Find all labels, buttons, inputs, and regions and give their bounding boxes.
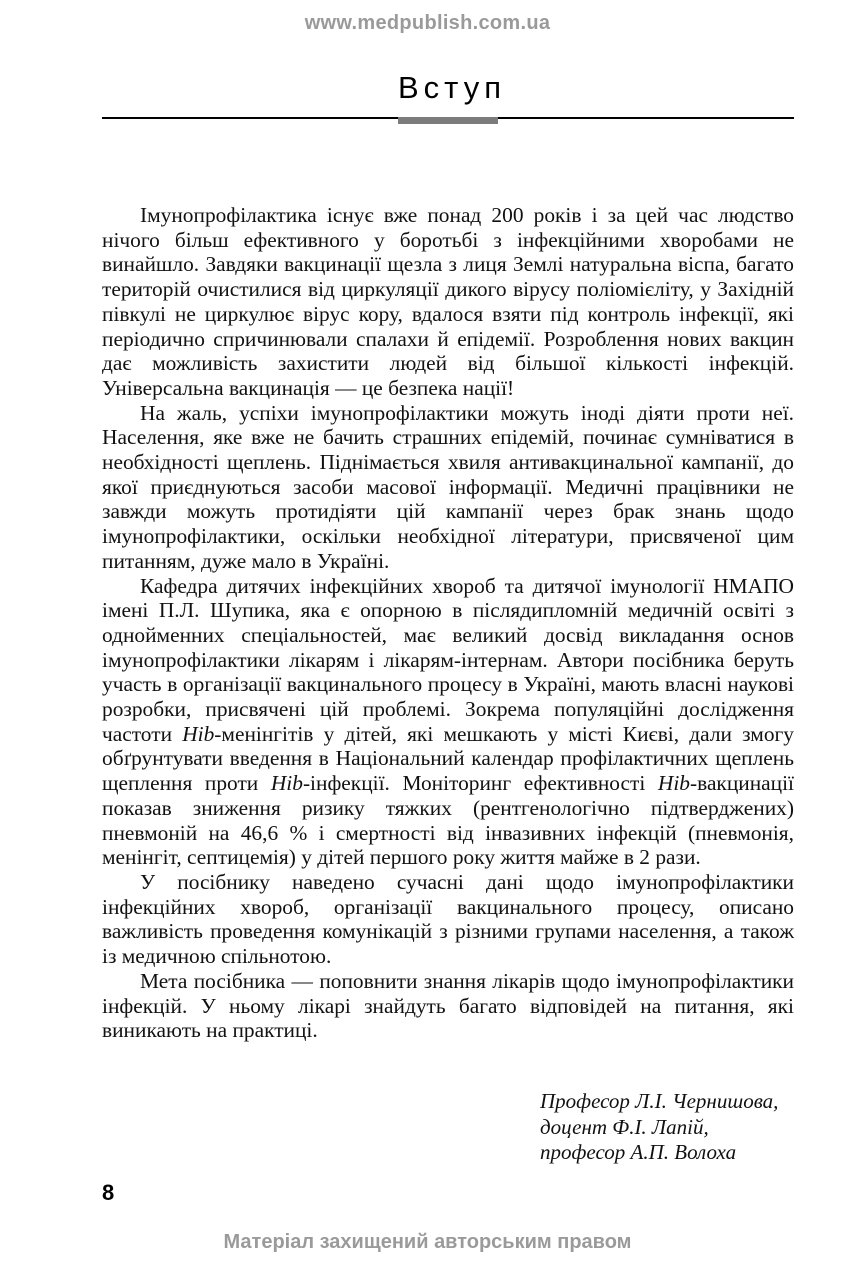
text-run: У посібнику наведено сучасні дані щодо імунопрофілактики інфекційних хвороб, організації вакцинального процесу, описано важливість проведення комунікацій з різними групами населення, а також із медичною спільнотою. (102, 869, 794, 969)
text-run: На жаль, успіхи імунопрофілактики можуть іноді діяти проти неї. Населення, яке вже не бачить страшних епідемій, починає сумніватися в необхідності щеплень. Піднімається хвиля антивакцинальної кампанії, до якої приєднуються засоби масової інформації. Медичні працівники не завжди можуть протидіяти цій кампанії через брак знань щодо імунопрофілактики, оскільки необхідної літератури, присвяченої цим питанням, дуже мало в Україні. (102, 400, 794, 573)
text-run: -інфекції. Моніторинг ефективності (302, 771, 658, 796)
italic-term: Hib (182, 721, 215, 746)
signature-line: професор А.П. Волоха (540, 1140, 737, 1164)
page-number: 8 (102, 1180, 115, 1205)
text-run: -вакцинації показав зниження ризику тяжких (рентгенологічно підтверджених) пневмоній на 46,6 % і смертності від інвазивних інфекцій (пневмонія, менінгіт, септицемія) у дітей першого року життя майже в 2 рази. (102, 771, 794, 870)
paragraph-2 (102, 401, 794, 574)
body-text (102, 203, 794, 1043)
italic-term: Hib (270, 771, 303, 796)
site-watermark: www.medpublish.com.ua (304, 12, 551, 34)
copyright-watermark: Матеріал захищений авторським правом (223, 1231, 632, 1253)
paragraph-5 (102, 969, 794, 1043)
signature-block (540, 1089, 800, 1166)
paragraph-3 (102, 574, 794, 870)
signature-line: Професор Л.І. Чернишова, (540, 1089, 779, 1113)
paragraph-1 (102, 203, 794, 401)
text-run: -менінгітів у дітей, які мешкають у місті Києві, дали змогу обґрунтувати введення в Національний календар профілактичних щеплень щеплення проти (102, 721, 794, 796)
italic-term: Hib (657, 771, 690, 796)
text-run: Кафедра дитячих інфекційних хвороб та дитячої імунології НМАПО імені П.Л. Шупика, яка є опорною в післядипломній медичній освіті з однойменних спеціальностей, має великий досвід викладання основ імунопрофілактики лікарям і лікарям-інтернам. Автори посібника беруть участь в організації вакцинального процесу в Україні, мають власні наукові розробки, присвячені цій проблемі. Зокрема популяційні дослідження частоти (102, 573, 794, 746)
title-rule-accent (398, 117, 498, 124)
section-title: Вступ (398, 70, 507, 105)
text-run: Мета посібника — поповнити знання лікарів щодо імунопрофілактики інфекцій. У ньому лікарі знайдуть багато відповідей на питання, які виникають на практиці. (102, 968, 794, 1043)
text-run: Імунопрофілактика існує вже понад 200 років і за цей час людство нічого більш ефективного у боротьбі з інфекційними хворобами не винайшло. Завдяки вакцинації щезла з лиця Землі натуральна віспа, багато територій очистилися від циркуляції дикого вірусу поліомієліту, у Західній півкулі не циркулює вірус кору, вдалося взяти під контроль інфекції, які періодично спричинювали спалахи й епідемії. Розроблення нових вакцин дає можливість захистити людей від більшої кількості інфекцій. Універсальна вакцинація — це безпека нації! (102, 203, 794, 400)
signature-line: доцент Ф.І. Лапій, (540, 1114, 709, 1139)
paragraph-4 (102, 870, 794, 969)
